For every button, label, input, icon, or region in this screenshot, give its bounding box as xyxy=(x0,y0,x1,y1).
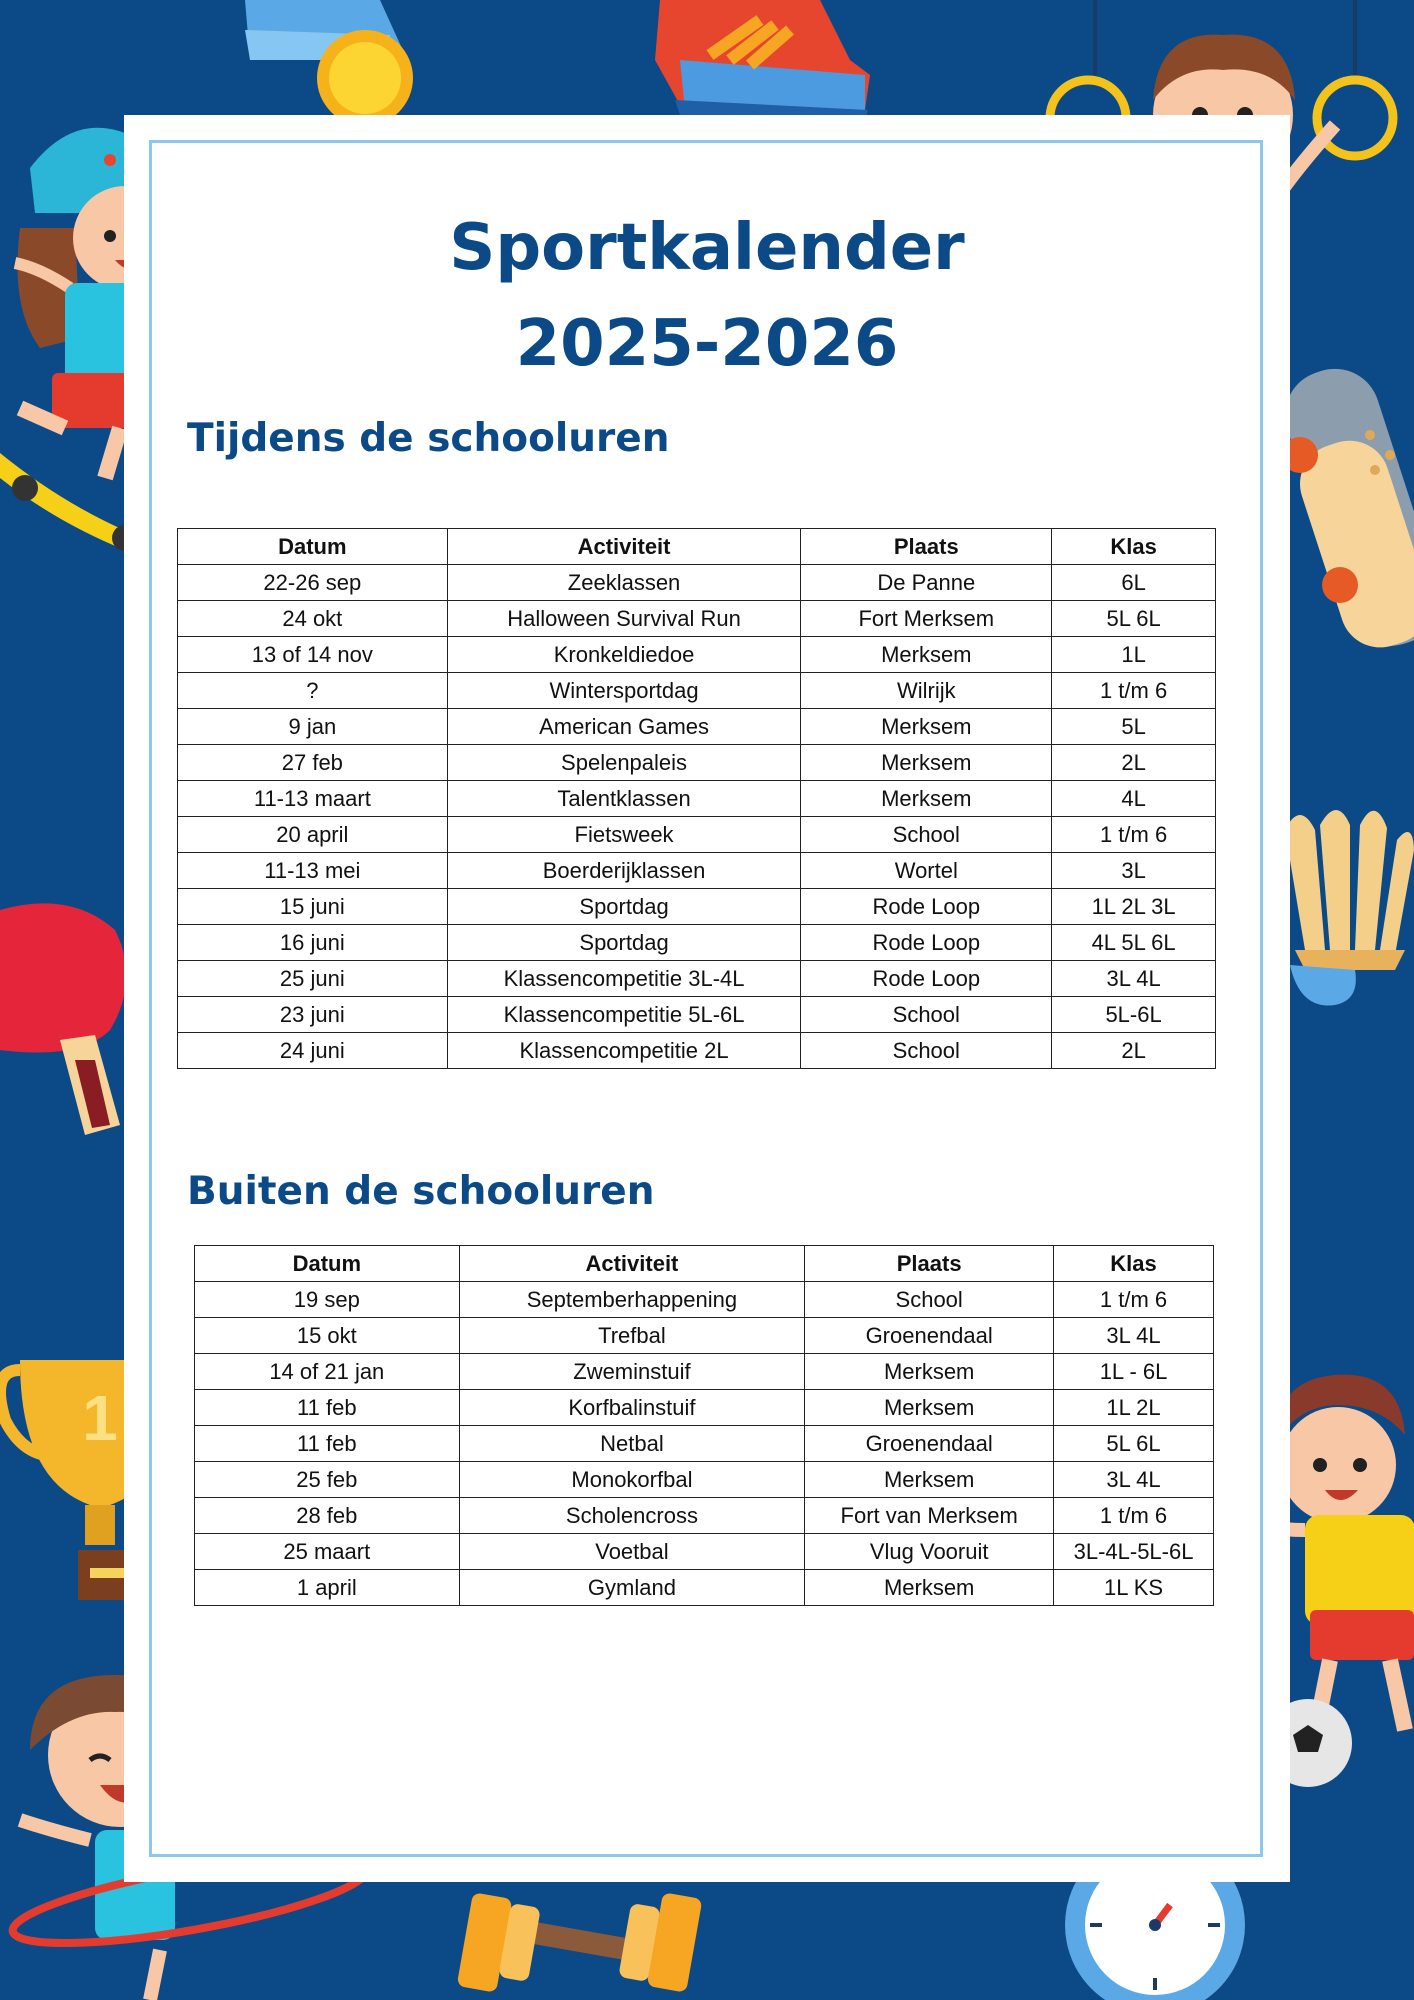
date-cell: 1 april xyxy=(195,1570,460,1606)
date-cell: 15 juni xyxy=(178,889,448,925)
location-cell: Merksem xyxy=(801,637,1052,673)
date-cell: 28 feb xyxy=(195,1498,460,1534)
class-cell: 1L 2L 3L xyxy=(1052,889,1216,925)
table-row xyxy=(178,565,1216,601)
class-cell: 1L - 6L xyxy=(1054,1354,1214,1390)
table-row xyxy=(178,961,1216,997)
table-row xyxy=(178,1033,1216,1069)
class-cell: 5L 6L xyxy=(1052,601,1216,637)
activity-cell: Boerderijklassen xyxy=(447,853,801,889)
table-row xyxy=(195,1462,1214,1498)
table-row xyxy=(178,853,1216,889)
date-cell: 27 feb xyxy=(178,745,448,781)
column-header: Klas xyxy=(1054,1246,1214,1282)
activity-cell: Klassencompetitie 2L xyxy=(447,1033,801,1069)
activity-cell: Fietsweek xyxy=(447,817,801,853)
class-cell: 2L xyxy=(1052,1033,1216,1069)
date-cell: 11-13 mei xyxy=(178,853,448,889)
date-cell: 13 of 14 nov xyxy=(178,637,448,673)
activity-cell: American Games xyxy=(447,709,801,745)
activity-cell: Scholencross xyxy=(459,1498,805,1534)
table-row xyxy=(195,1318,1214,1354)
date-cell: 25 maart xyxy=(195,1534,460,1570)
location-cell: Merksem xyxy=(801,745,1052,781)
date-cell: 20 april xyxy=(178,817,448,853)
medal-icon xyxy=(240,0,430,130)
sneaker-icon xyxy=(650,0,880,125)
table-row xyxy=(178,601,1216,637)
location-cell: Rode Loop xyxy=(801,925,1052,961)
date-cell: ? xyxy=(178,673,448,709)
class-cell: 2L xyxy=(1052,745,1216,781)
date-cell: 24 juni xyxy=(178,1033,448,1069)
column-header: Plaats xyxy=(801,529,1052,565)
table-row xyxy=(178,745,1216,781)
location-cell: De Panne xyxy=(801,565,1052,601)
activity-cell: Septemberhappening xyxy=(459,1282,805,1318)
skateboard-icon xyxy=(1280,360,1414,650)
location-cell: Groenendaal xyxy=(805,1318,1054,1354)
class-cell: 3L-4L-5L-6L xyxy=(1054,1534,1214,1570)
date-cell: 23 juni xyxy=(178,997,448,1033)
location-cell: Rode Loop xyxy=(801,889,1052,925)
activity-cell: Klassencompetitie 5L-6L xyxy=(447,997,801,1033)
activity-cell: Voetbal xyxy=(459,1534,805,1570)
activity-cell: Korfbalinstuif xyxy=(459,1390,805,1426)
table-row xyxy=(178,817,1216,853)
class-cell: 1L KS xyxy=(1054,1570,1214,1606)
table-row xyxy=(195,1570,1214,1606)
activity-cell: Gymland xyxy=(459,1570,805,1606)
column-header: Plaats xyxy=(805,1246,1054,1282)
class-cell: 4L 5L 6L xyxy=(1052,925,1216,961)
table-row xyxy=(178,637,1216,673)
page-title-year: 2025-2026 xyxy=(515,307,899,381)
location-cell: Merksem xyxy=(801,709,1052,745)
class-cell: 3L 4L xyxy=(1052,961,1216,997)
column-header: Klas xyxy=(1052,529,1216,565)
date-cell: 14 of 21 jan xyxy=(195,1354,460,1390)
class-cell: 1L xyxy=(1052,637,1216,673)
class-cell: 1 t/m 6 xyxy=(1052,817,1216,853)
shuttlecock-icon xyxy=(1275,800,1414,1010)
location-cell: School xyxy=(801,1033,1052,1069)
location-cell: School xyxy=(801,997,1052,1033)
location-cell: Vlug Vooruit xyxy=(805,1534,1054,1570)
location-cell: School xyxy=(801,817,1052,853)
class-cell: 1 t/m 6 xyxy=(1054,1498,1214,1534)
class-cell: 3L 4L xyxy=(1054,1318,1214,1354)
location-cell: Groenendaal xyxy=(805,1426,1054,1462)
activity-cell: Talentklassen xyxy=(447,781,801,817)
date-cell: 11 feb xyxy=(195,1390,460,1426)
table-row xyxy=(195,1390,1214,1426)
activity-cell: Trefbal xyxy=(459,1318,805,1354)
column-header: Datum xyxy=(195,1246,460,1282)
location-cell: Fort Merksem xyxy=(801,601,1052,637)
class-cell: 1 t/m 6 xyxy=(1052,673,1216,709)
location-cell: Wilrijk xyxy=(801,673,1052,709)
dumbbell-icon xyxy=(455,1870,705,2000)
class-cell: 3L xyxy=(1052,853,1216,889)
activity-cell: Wintersportdag xyxy=(447,673,801,709)
class-cell: 6L xyxy=(1052,565,1216,601)
class-cell: 5L-6L xyxy=(1052,997,1216,1033)
date-cell: 22-26 sep xyxy=(178,565,448,601)
schedule-table-after-school xyxy=(194,1245,1214,1606)
date-cell: 24 okt xyxy=(178,601,448,637)
activity-cell: Netbal xyxy=(459,1426,805,1462)
activity-cell: Klassencompetitie 3L-4L xyxy=(447,961,801,997)
activity-cell: Monokorfbal xyxy=(459,1462,805,1498)
table-row xyxy=(178,997,1216,1033)
schedule-table-during-school xyxy=(177,528,1216,1069)
activity-cell: Sportdag xyxy=(447,889,801,925)
class-cell: 1L 2L xyxy=(1054,1390,1214,1426)
location-cell: Fort van Merksem xyxy=(805,1498,1054,1534)
column-header: Activiteit xyxy=(459,1246,805,1282)
table-row xyxy=(178,889,1216,925)
class-cell: 3L 4L xyxy=(1054,1462,1214,1498)
location-cell: Merksem xyxy=(805,1390,1054,1426)
table-row xyxy=(195,1426,1214,1462)
location-cell: Rode Loop xyxy=(801,961,1052,997)
location-cell: Merksem xyxy=(805,1570,1054,1606)
table-row xyxy=(178,781,1216,817)
table-row xyxy=(195,1354,1214,1390)
trophy-number: 1 xyxy=(82,1382,118,1454)
location-cell: School xyxy=(805,1282,1054,1318)
location-cell: Merksem xyxy=(805,1462,1054,1498)
activity-cell: Halloween Survival Run xyxy=(447,601,801,637)
activity-cell: Kronkeldiedoe xyxy=(447,637,801,673)
page-title: Sportkalender xyxy=(449,211,965,285)
class-cell: 1 t/m 6 xyxy=(1054,1282,1214,1318)
activity-cell: Spelenpaleis xyxy=(447,745,801,781)
class-cell: 4L xyxy=(1052,781,1216,817)
table-header-row xyxy=(195,1246,1214,1282)
date-cell: 25 juni xyxy=(178,961,448,997)
column-header: Activiteit xyxy=(447,529,801,565)
section-title-after-school: Buiten de schooluren xyxy=(187,1169,655,1214)
location-cell: Merksem xyxy=(805,1354,1054,1390)
table-row xyxy=(178,709,1216,745)
activity-cell: Zweminstuif xyxy=(459,1354,805,1390)
table-row xyxy=(195,1498,1214,1534)
class-cell: 5L 6L xyxy=(1054,1426,1214,1462)
class-cell: 5L xyxy=(1052,709,1216,745)
date-cell: 11-13 maart xyxy=(178,781,448,817)
date-cell: 25 feb xyxy=(195,1462,460,1498)
table-row xyxy=(195,1534,1214,1570)
table-header-row xyxy=(178,529,1216,565)
activity-cell: Sportdag xyxy=(447,925,801,961)
section-title-during-school: Tijdens de schooluren xyxy=(187,416,670,461)
date-cell: 19 sep xyxy=(195,1282,460,1318)
table-row xyxy=(195,1282,1214,1318)
date-cell: 11 feb xyxy=(195,1426,460,1462)
column-header: Datum xyxy=(178,529,448,565)
table-row xyxy=(178,925,1216,961)
table-row xyxy=(178,673,1216,709)
date-cell: 15 okt xyxy=(195,1318,460,1354)
activity-cell: Zeeklassen xyxy=(447,565,801,601)
location-cell: Merksem xyxy=(801,781,1052,817)
location-cell: Wortel xyxy=(801,853,1052,889)
date-cell: 16 juni xyxy=(178,925,448,961)
date-cell: 9 jan xyxy=(178,709,448,745)
